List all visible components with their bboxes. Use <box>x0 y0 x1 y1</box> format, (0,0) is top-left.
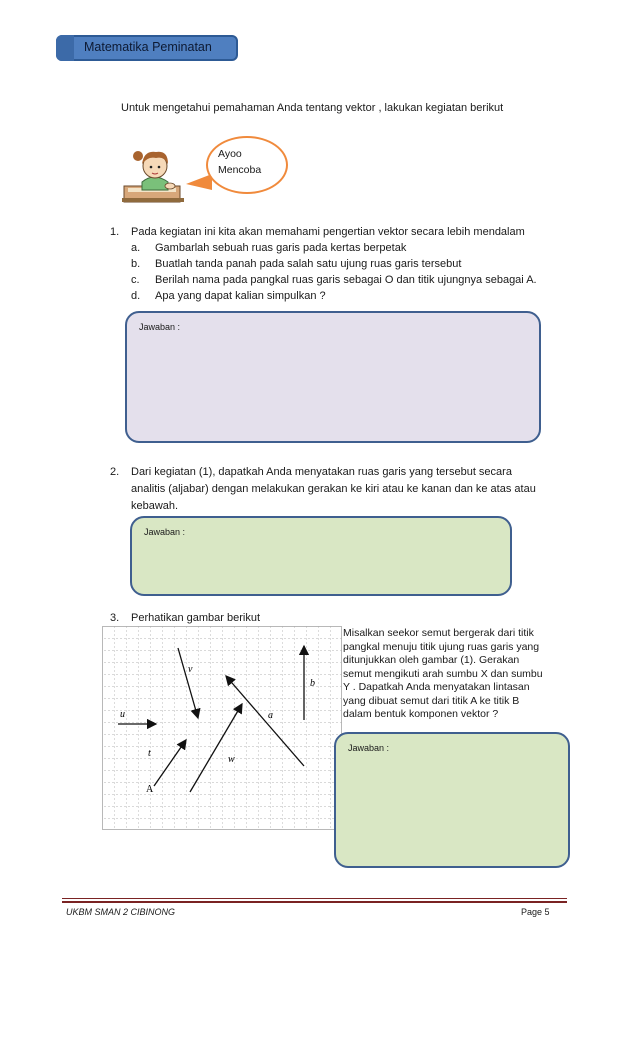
q1-item-a-letter: a. <box>131 242 141 254</box>
question-2-line-2: analitis (aljabar) dengan melakukan gerakan ke kiri atau ke kanan dan ke atas atau <box>131 483 536 495</box>
footer-school: UKBM SMAN 2 CIBINONG <box>66 907 176 917</box>
vector-t-label: t <box>148 748 151 759</box>
answer-box-1[interactable] <box>125 311 541 443</box>
q1-item-b-letter: b. <box>131 258 141 270</box>
header-title: Matematika Peminatan <box>84 40 212 54</box>
bubble-line-1: Ayoo <box>218 148 242 160</box>
question-2-line-3: kebawah. <box>131 500 179 512</box>
answer-box-2[interactable] <box>130 516 512 596</box>
question-1-text: Pada kegiatan ini kita akan memahami pengertian vektor secara lebih mendalam <box>131 226 525 238</box>
question-2-number: 2. <box>110 466 120 478</box>
footer-rule-thin <box>62 898 567 899</box>
vector-grid-figure <box>102 626 342 830</box>
footer-rule-thick <box>62 901 567 903</box>
answer-3-label: Jawaban : <box>348 743 390 753</box>
footer-page-number: Page 5 <box>521 907 550 917</box>
q1-item-d-letter: d. <box>131 290 141 302</box>
speech-bubble-tail <box>186 174 212 190</box>
vector-u-label: u <box>120 709 125 720</box>
girl-reading-illustration <box>118 142 192 206</box>
speech-bubble-text <box>218 146 261 178</box>
q3-side-line-5: Y . Dapatkah Anda menyatakan lintasan <box>343 681 530 693</box>
question-3-side-text <box>343 627 573 722</box>
intro-text: Untuk mengetahui pemahaman Anda tentang vektor , lakukan kegiatan berikut <box>121 102 504 114</box>
question-3-text: Perhatikan gambar berikut <box>131 612 261 624</box>
q1-item-c-letter: c. <box>131 274 140 286</box>
vector-a-label: a <box>268 710 273 721</box>
header-tab <box>56 35 238 61</box>
q3-side-line-2: pangkal menuju titik ujung ruas garis yang <box>343 640 540 653</box>
q1-item-c-text: Berilah nama pada pangkal ruas garis sebagai O dan titik ujungnya sebagai A. <box>155 274 537 286</box>
question-1-number: 1. <box>110 226 120 238</box>
q1-item-d-text: Apa yang dapat kalian simpulkan ? <box>155 290 326 302</box>
q3-side-line-6: yang dibuat semut dari titik A ke titik B <box>343 694 520 707</box>
q3-side-line-7: dalam bentuk komponen vektor ? <box>343 708 499 720</box>
bubble-line-2: Mencoba <box>218 164 262 176</box>
answer-1-label: Jawaban : <box>139 322 181 332</box>
point-a-label: A <box>146 784 154 795</box>
q3-side-line-4: semut mengikuti arah sumbu X dan sumbu <box>343 667 543 680</box>
vector-w-label: w <box>228 754 235 765</box>
question-2-line-1: Dari kegiatan (1), dapatkah Anda menyatakan ruas garis yang tersebut secara <box>131 466 512 478</box>
answer-box-3[interactable] <box>334 732 570 868</box>
q1-item-a-text: Gambarlah sebuah ruas garis pada kertas berpetak <box>155 242 407 254</box>
answer-2-label: Jawaban : <box>144 527 186 537</box>
q3-side-line-1: Misalkan seekor semut bergerak dari titik <box>343 627 534 639</box>
q3-side-line-3: ditunjukkan oleh gambar (1). Gerakan <box>343 654 520 666</box>
question-3-number: 3. <box>110 612 120 624</box>
vector-v-label: v <box>188 664 193 675</box>
q1-item-b-text: Buatlah tanda panah pada salah satu ujung ruas garis tersebut <box>155 258 462 270</box>
vector-b-label: b <box>310 678 315 689</box>
header-tab-accent <box>56 35 74 61</box>
